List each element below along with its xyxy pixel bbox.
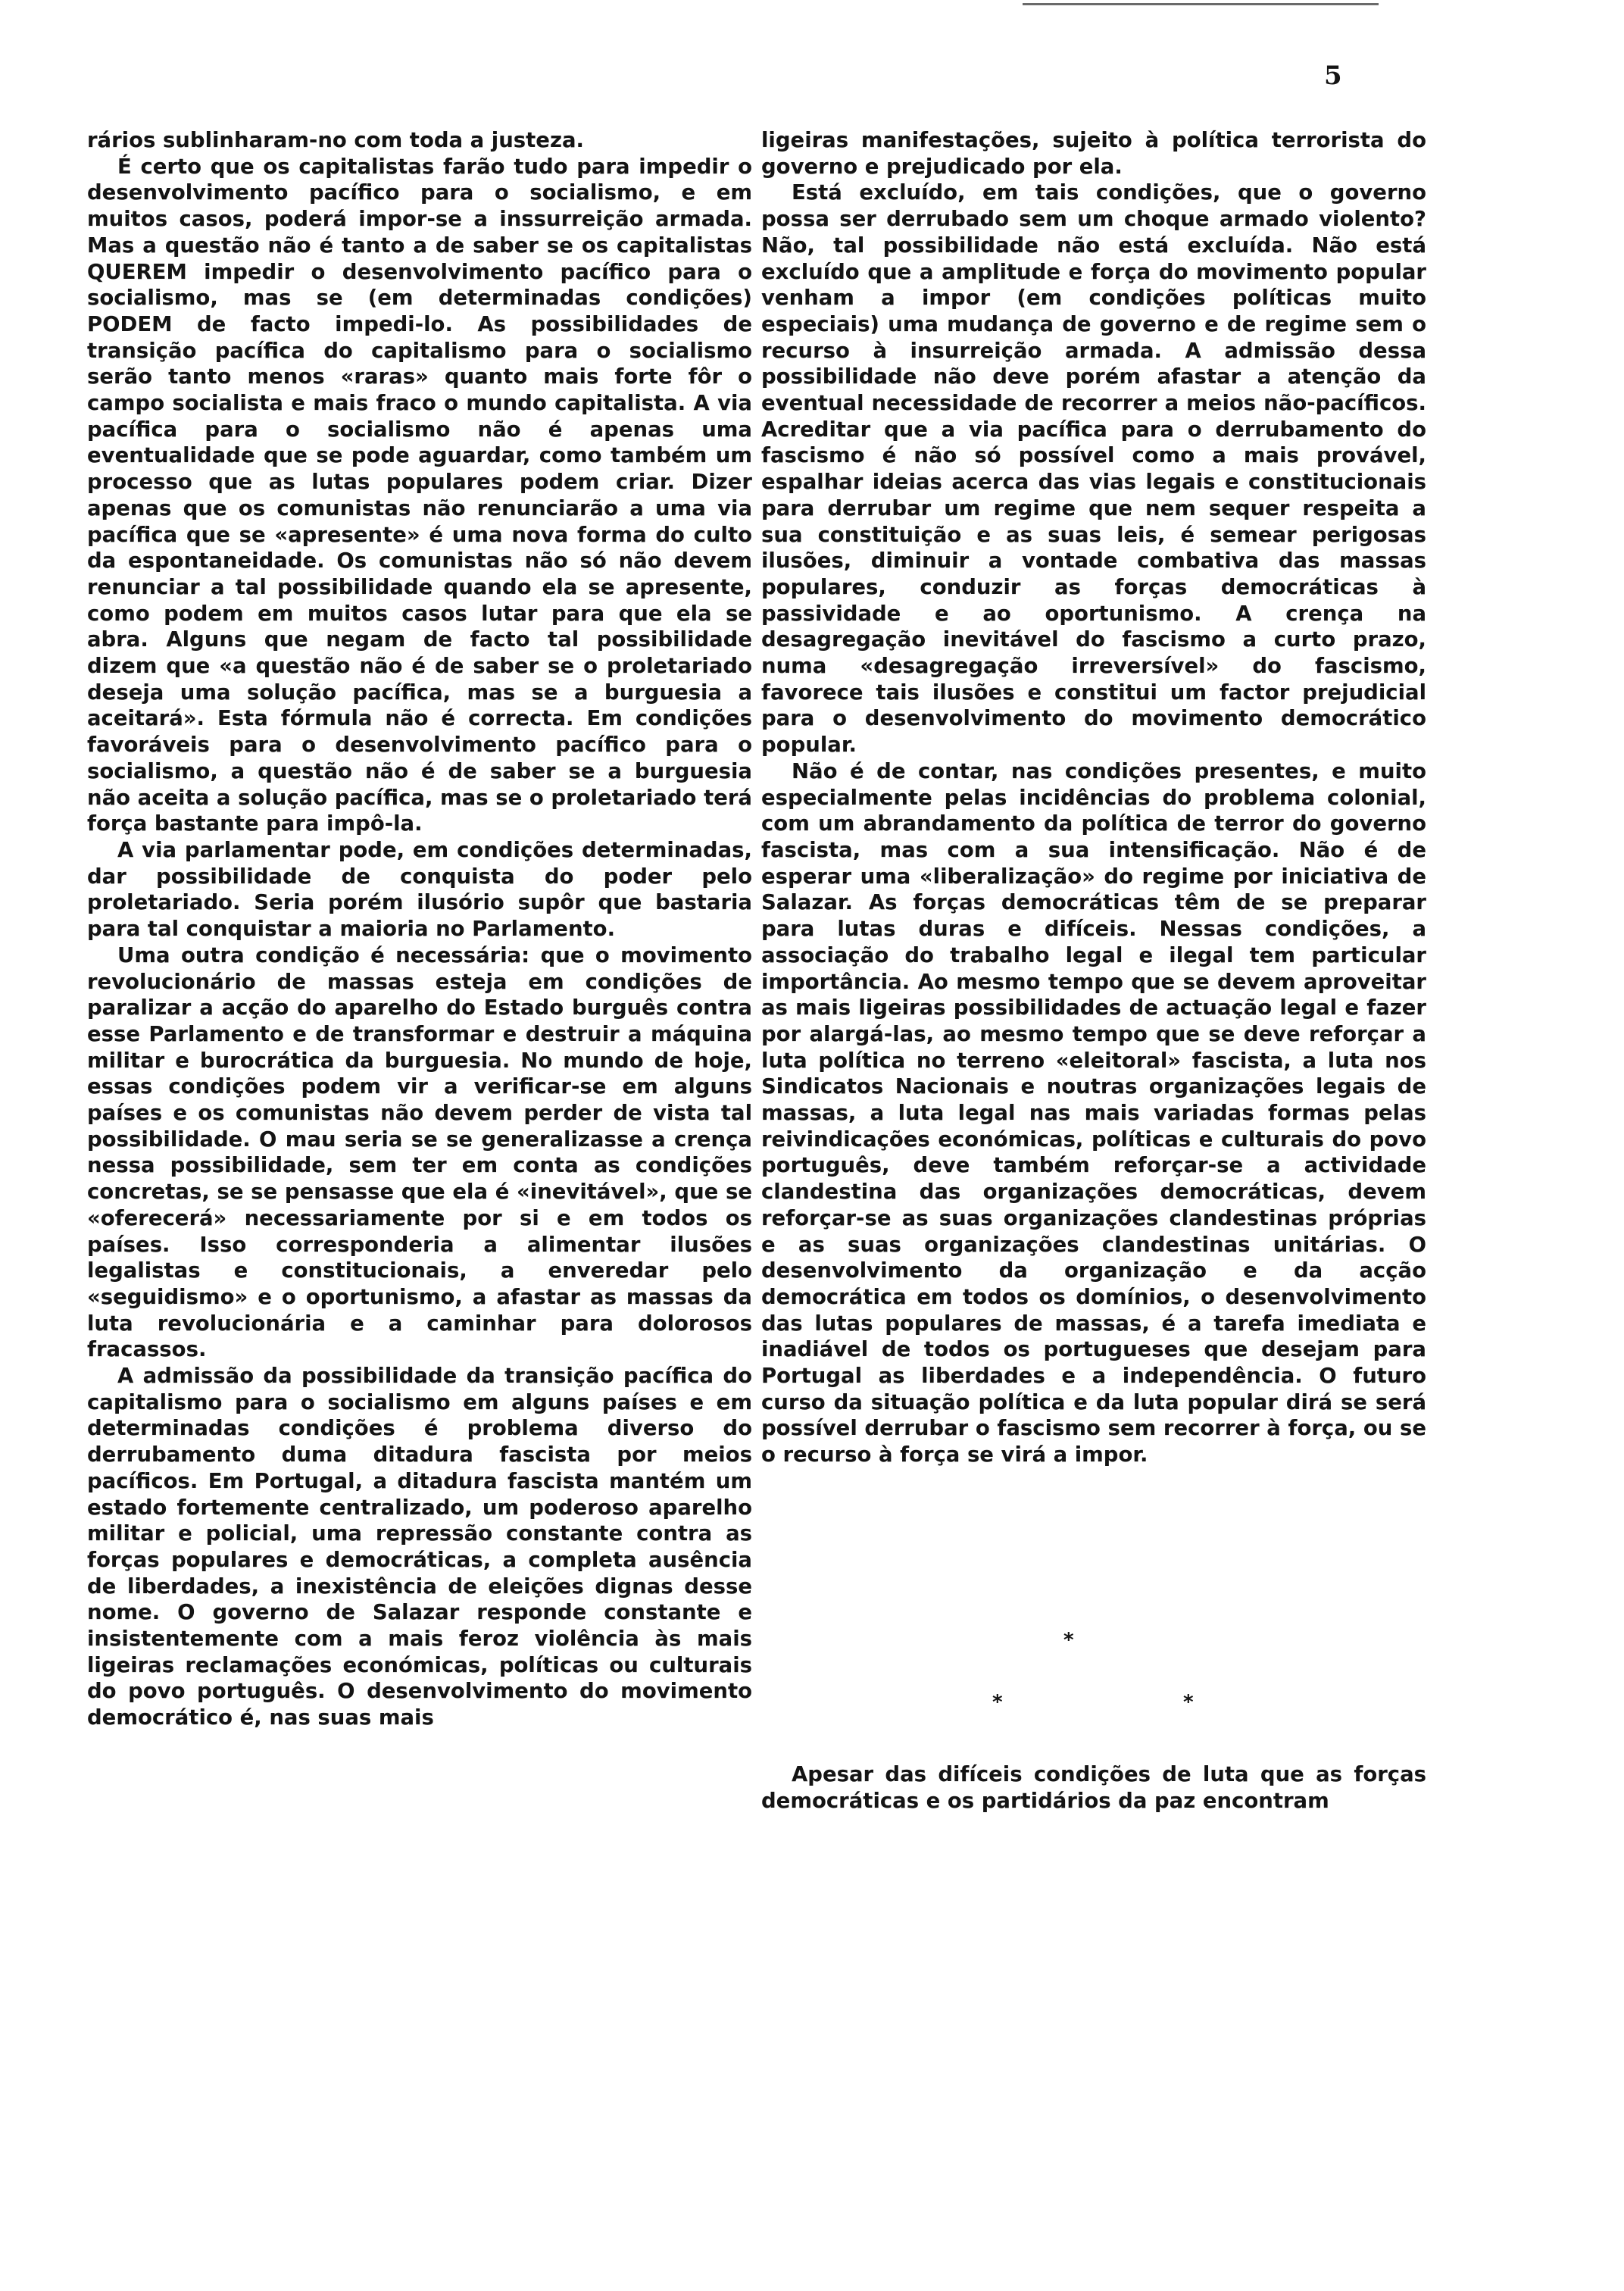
left-paragraph-2: É certo que os capitalistas farão tudo para impedir o desenvolvimento pacífico para o socialismo, e em muitos casos, poderá impor-se a inssurreição armada. Mas a questão não é tanto a de saber se os capitalistas QUEREM impedir o desenvolvimento pacífico para o socialismo, mas se (em determinadas condições) PODEM de facto impedi-lo. As possibilidades de transição pacífica do capitalismo para o socialismo serão tanto menos «raras» quanto mais forte fôr o campo socialista e mais fraco o mundo capitalista. A via pacífica para o socialismo não é apenas uma eventualidade que se pode aguardar, como também um processo que as lutas populares podem criar. Dizer apenas que os comunistas não renunciarão a uma via pacífica que se «apresente» é uma nova forma do culto da espontaneidade. Os comunistas não só não devem renunciar a tal possibilidade quando ela se apresente, como podem em muitos casos lutar para que ela se abra. Alguns que negam de facto tal possibilidade dizem que «a questão não é de saber se o proletariado deseja uma solução pacífica, mas se a burguesia a aceitará». Esta fórmula não é correcta. Em condições favoráveis para o desenvolvimento pacífico para o socialismo, a questão não é de saber se a burguesia não aceita a solução pacífica, mas se o proletariado terá força bastante para impô-la. bbox=[87, 154, 752, 836]
left-paragraph-4: Uma outra condição é necessária: que o movimento revolucionário de massas esteja em condições de paralizar a acção do aparelho do Estado burguês contra esse Parlamento e de transformar e destruir a máquina militar e burocrática da burguesia. No mundo de hoje, essas condições podem vir a verificar-se em alguns países e os comunistas não devem perder de vista tal possibilidade. O mau seria se se generalizasse a crença nessa possibilidade, sem ter em conta as condições concretas, se se pensasse que ela é «inevitável», que se «oferecerá» necessariamente por si e em todos os países. Isso corresponderia a alimentar ilusões legalistas e constitucionais, a enveredar pelo «seguidismo» e o oportunismo, a afastar as massas da luta revolucionária e a caminhar para dolorosos fracassos. bbox=[87, 942, 752, 1362]
section-separator-asterisk-left: * bbox=[992, 1691, 1003, 1714]
right-paragraph-1: ligeiras manifestações, sujeito à política terrorista do governo e prejudicado por ela. bbox=[761, 128, 1426, 179]
right-paragraph-3: Não é de contar, nas condições presentes, e muito especialmente pelas incidências do problema colonial, com um abrandamento da política de terror do governo fascista, mas com a sua intensificação. Não é de esperar uma «liberalização» do regime por iniciativa de Salazar. As forças democráticas têm de se preparar para lutas duras e difíceis. Nessas condições, a associação do trabalho legal e ilegal tem particular importância. Ao mesmo tempo que se devem aproveitar as mais ligeiras possibilidades de actuação legal e fazer por alargá-las, ao mesmo tempo que se deve reforçar a luta política no terreno «eleitoral» fascista, a luta nos Sindicatos Nacionais e noutras organizações legais de massas, a luta legal nas mais variadas formas pelas reivindicações económicas, políticas e culturais do povo português, deve também reforçar-se a actividade clandestina das organizações democráticas, devem reforçar-se as suas organizações clandestinas próprias e as suas organizações clandestinas unitárias. O desenvolvimento da organização e da acção democrática em todos os domínios, o desenvolvimento das lutas populares de massas, é a tarefa imediata e inadiável de todos os portugueses que desejam para Portugal as liberdades e a independência. O futuro curso da situação política e da luta popular dirá se será possível derrubar o fascismo sem recorrer à força, ou se o recurso à força se virá a impor. bbox=[761, 758, 1426, 1467]
left-column bbox=[87, 127, 752, 1731]
right-paragraph-2: Está excluído, em tais condições, que o governo possa ser derrubado sem um choque armado violento? Não, tal possibilidade não está excluída. Não está excluído que a amplitude e força do movimento popular venham a impor (em condições políticas muito especiais) uma mudança de governo e de regime sem o recurso à insurreição armada. A admissão dessa possibilidade não deve porém afastar a atenção da eventual necessidade de recorrer a meios não-pacíficos. Acreditar que a via pacífica para o derrubamento do fascismo é não só possível como a mais provável, espalhar ideias acerca das vias legais e constitucionais para derrubar um regime que nem sequer respeita a sua constituição e as suas leis, é semear perigosas ilusões, diminuir a vontade combativa das massas populares, conduzir as forças democráticas à passividade e ao oportunismo. A crença na desagregação inevitável do fascismo a curto prazo, numa «desagregação irreversível» do fascismo, favorece tais ilusões e constitui um factor prejudicial para o desenvolvimento do movimento democrático popular. bbox=[761, 180, 1426, 758]
left-paragraph-3: A via parlamentar pode, em condições determinadas, dar possibilidade de conquista do poder pelo proletariado. Seria porém ilusório supôr que bastaria para tal conquistar a maioria no Parlamento. bbox=[87, 837, 752, 942]
section-separator-asterisk-right: * bbox=[1183, 1691, 1194, 1714]
left-paragraph-5: A admissão da possibilidade da transição pacífica do capitalismo para o socialismo em alguns países e em determinadas condições é problema diverso do derrubamento duma ditadura fascista por meios pacíficos. Em Portugal, a ditadura fascista mantém um estado fortemente centralizado, um poderoso aparelho militar e policial, uma repressão constante contra as forças populares e democráticas, a completa ausência de liberdades, a inexistência de eleições dignas desse nome. O governo de Salazar responde constante e insistentemente com a mais feroz violência às mais ligeiras reclamações económicas, políticas ou culturais do povo português. O desenvolvimento do movimento democrático é, nas suas mais bbox=[87, 1364, 752, 1730]
page-number: 5 bbox=[1324, 61, 1342, 91]
left-paragraph-1: rários sublinharam-no com toda a justeza. bbox=[87, 128, 584, 152]
closing-paragraph-block bbox=[761, 1761, 1426, 1814]
section-separator-asterisk-top: * bbox=[1063, 1629, 1074, 1652]
right-column bbox=[761, 127, 1426, 1468]
top-edge-rule bbox=[1023, 3, 1379, 5]
closing-paragraph: Apesar das difíceis condições de luta que as forças democráticas e os partidários da paz encontram bbox=[761, 1762, 1426, 1813]
